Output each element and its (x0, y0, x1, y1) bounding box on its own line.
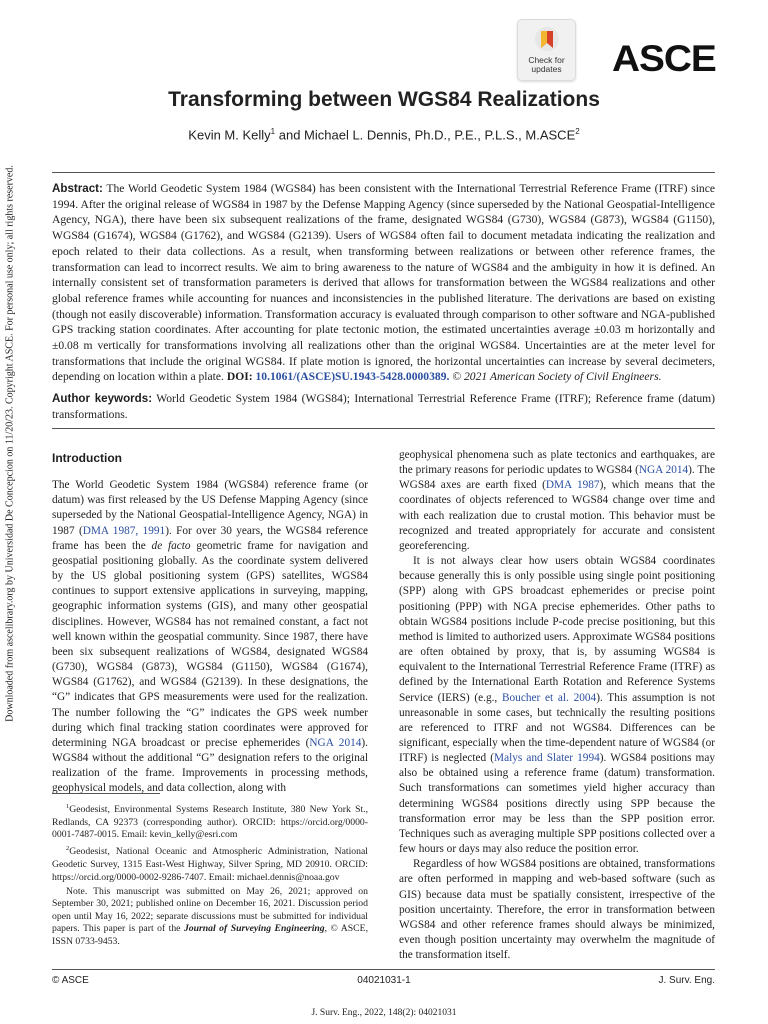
keywords-text: World Geodetic System 1984 (WGS84); International Terrestrial Reference Frame (ITRF); Reference frame (datum) transformations. (52, 392, 715, 421)
intro-paragraph-3: Regardless of how WGS84 positions are obtained, transformations are often performed in mapping and web-based software (such as GIS) because data must be spatially consistent, irrespective of the position uncertainty. Therefore, the error in transformation between WGS84 and other reference frames should always be minimized, even though position uncertainty may overwhelm the magnitude of the transformation itself. (399, 858, 715, 962)
ref-link-dma[interactable]: DMA 1987, 1991 (82, 524, 166, 537)
citation-line: J. Surv. Eng., 2022, 148(2): 04021031 (311, 1008, 457, 1018)
download-watermark: Downloaded from ascelibrary.org by Universidad De Concepcion on 11/20/23. Copyright ASCE. For personal use only; all rights reserved. (4, 165, 16, 722)
abstract-block (52, 181, 715, 385)
bookmark-icon (534, 26, 560, 54)
author-1-affiliation-marker[interactable]: 1 (270, 127, 276, 136)
keywords-label: Author keywords: (52, 392, 153, 405)
submission-note: Note. This manuscript was submitted on May 26, 2021; approved on September 30, 2021; published online on December 16, 2021. Discussion period open until May 16, 2022; separate discussions must be submitted for individual papers. This paper is part of the Journal of Surveying Engineering, © ASCE, ISSN 0733-9453. (52, 885, 368, 947)
author-2: Michael L. Dennis, Ph.D., P.E., P.L.S., M.ASCE (304, 127, 576, 143)
left-column (52, 448, 368, 796)
doi-label: DOI: (226, 370, 253, 384)
badge-line2: updates (531, 64, 562, 74)
footnote-2: $^2$Geodesist, National Oceanic and Atmospheric Administration, National Geodetic Survey, 1315 East-West Highway, Silver Spring, MD 20910. ORCID: https://orcid.org/0000-0002-9286-7407. Email: michael.dennis@noaa.gov (52, 845, 368, 883)
abstract-label: Abstract: (52, 182, 103, 195)
footnote-1: $^1$Geodesist, Environmental Systems Research Institute, 380 New York St., Redlands, CA 92373 (corresponding author). ORCID: https://orcid.org/0000-0001-7487-0015. Email: kevin_kelly@esri.com (52, 803, 368, 841)
journal-name: Journal of Surveying Engineering (183, 923, 325, 935)
author-conjunction: and (275, 127, 305, 143)
author-line (0, 127, 768, 142)
paper-title: Transforming between WGS84 Realizations (168, 88, 600, 111)
right-column (399, 448, 715, 963)
check-for-updates-badge[interactable] (517, 19, 576, 81)
footnote-rule (52, 793, 160, 794)
footer-journal: J. Surv. Eng. (658, 975, 715, 986)
ref-link-malys[interactable]: Malys and Slater 1994 (494, 752, 600, 765)
intro-paragraph-1-continued: geophysical phenomena such as plate tectonics and earthquakes, are the primary reasons for periodic updates to WGS84 (NGA 2014). The WGS84 axes are earth fixed (DMA 1987), which means that the coordinates of objects referenced to WGS84 change over time and with each realization due to crustal motion. This behavior must be recognized and treated appropriately for accurate and consistent georeferencing. (399, 449, 716, 552)
keywords-block (52, 391, 715, 422)
footnotes-block (52, 801, 368, 950)
abstract-text: The World Geodetic System 1984 (WGS84) has been consistent with the International Terrestrial Reference Frame (ITRF) since 1994. After the original release of WGS84 in 1987 by the Defense Mapping Agency (since superseded by the National Geospatial-Intelligence Agency, NGA), there have been six subsequent realizations of the frame, designated WGS84 (G730), WGS84 (G873), WGS84 (G1150), WGS84 (G1674), WGS84 (G1762), and WGS84 (G2139). Users of WGS84 often fail to document metadata indicating the realization and epoch related to their data collections. As a result, when transforming between realizations or between other reference frames, the transformation can lead to incorrect results. We aim to bring awareness to the nature of WGS84 and the ambiguity in how it is defined. An internally consistent set of transformation parameters is derived that allows for transformation between the WGS84 realizations and other global reference frames while accounting for nuances and inconsistencies in the published literature. The derivations are based on existing (though not easily discoverable) information. Transformation accuracy is evaluated through comparison to other software and NGA-published GPS tracking station coordinates. After accounting for plate tectonic motion, the estimated uncertainties average ±0.03 m horizontally and ±0.08 m vertically for transformations involving all realizations other than the original WGS84. Uncertainties are at the meter level for transformations that include the original WGS84. If plate motion is ignored, the horizontal uncertainties can increase by several decimeters, depending on location within a plate. (52, 182, 715, 384)
abstract-copyright: © 2021 American Society of Civil Engineers. (449, 370, 662, 384)
footer-copyright: © ASCE (52, 975, 89, 986)
intro-paragraph-1: The World Geodetic System 1984 (WGS84) reference frame (or datum) was first released by the US Defense Mapping Agency (since superseded by the National Geospatial-Intelligence Agency, NGA) in 1987 (DMA 1987, 1991). For over 30 years, the WGS84 reference frame has been the de facto geometric frame for navigation and geospatial positioning globally. As the coordinate system delivered by the US global positioning system (GPS) satellites, WGS84 continues to support extensive applications in surveying, mapping, geographic information systems (GIS), and many other geospatial disciplines. However, WGS84 has not remained constant, a fact not well known within the geospatial community. Since 1987, there have been six subsequent realizations of WGS84, designated WGS84 (G730), WGS84 (G873), WGS84 (G1150), WGS84 (G1674), WGS84 (G1762), and WGS84 (G2139). In these designations, the “G” indicates that GPS measurements were used for the realization. The number following the “G” indicates the GPS week number during which final tracking station coordinates were approved for determining NGA broadcast or precise ephemerides (NGA 2014). WGS84 without the additional “G” designation refers to the original realization of the frame. Improvements in processing methods, geophysical models, and data collection, along with (52, 479, 369, 795)
ref-link-dma-1987[interactable]: DMA 1987 (545, 479, 600, 492)
ref-link-nga-2014[interactable]: NGA 2014 (638, 464, 689, 477)
ref-link-boucher[interactable]: Boucher et al. 2004 (501, 691, 597, 704)
intro-paragraph-2: It is not always clear how users obtain WGS84 coordinates because generally this is only possible using single point positioning (SPP) along with GPS broadcast ephemerides or precise point positioning (PPP) with NGA precise ephemerides. Other paths to obtain WGS84 positions include P-code precise positioning, but this method is limited to authorized users. Approximate WGS84 positions are often obtained by proxy, that is, by assuming WGS84 is equivalent to the International Terrestrial Reference Frame (ITRF) as defined by the International Earth Rotation and Reference Systems Service (IERS) (e.g., Boucher et al. 2004). This assumption is not unreasonable in some cases, but technically the resulting positions are referenced to ITRF and not WGS84. Differences can be significant, especially when the time-dependent nature of WGS84 (or ITRF) is neglected (Malys and Slater 1994). WGS84 positions may also be obtained using a reference frame (datum) transformation. Such transformations can sometimes yield higher accuracy than determining WGS84 positions directly using SPP because the transformation error may be less than the SPP position error. Techniques such as averaging multiple SPP positions collected over a few hours or days may also reduce the position error. (399, 555, 716, 856)
doi-link[interactable]: 10.1061/(ASCE)SU.1943-5428.0000389. (252, 370, 450, 384)
author-1: Kevin M. Kelly (188, 127, 271, 143)
ref-link-nga[interactable]: NGA 2014 (309, 736, 362, 749)
abstract-top-rule (52, 172, 715, 173)
keywords-bottom-rule (52, 428, 715, 429)
author-2-affiliation-marker[interactable]: 2 (575, 127, 580, 136)
section-heading-introduction: Introduction (52, 451, 122, 465)
asce-logo[interactable]: ASCE (612, 38, 716, 79)
page-bottom-rule (52, 969, 715, 970)
badge-line1: Check for (528, 55, 565, 65)
footer-page-id: 04021031-1 (357, 975, 411, 986)
